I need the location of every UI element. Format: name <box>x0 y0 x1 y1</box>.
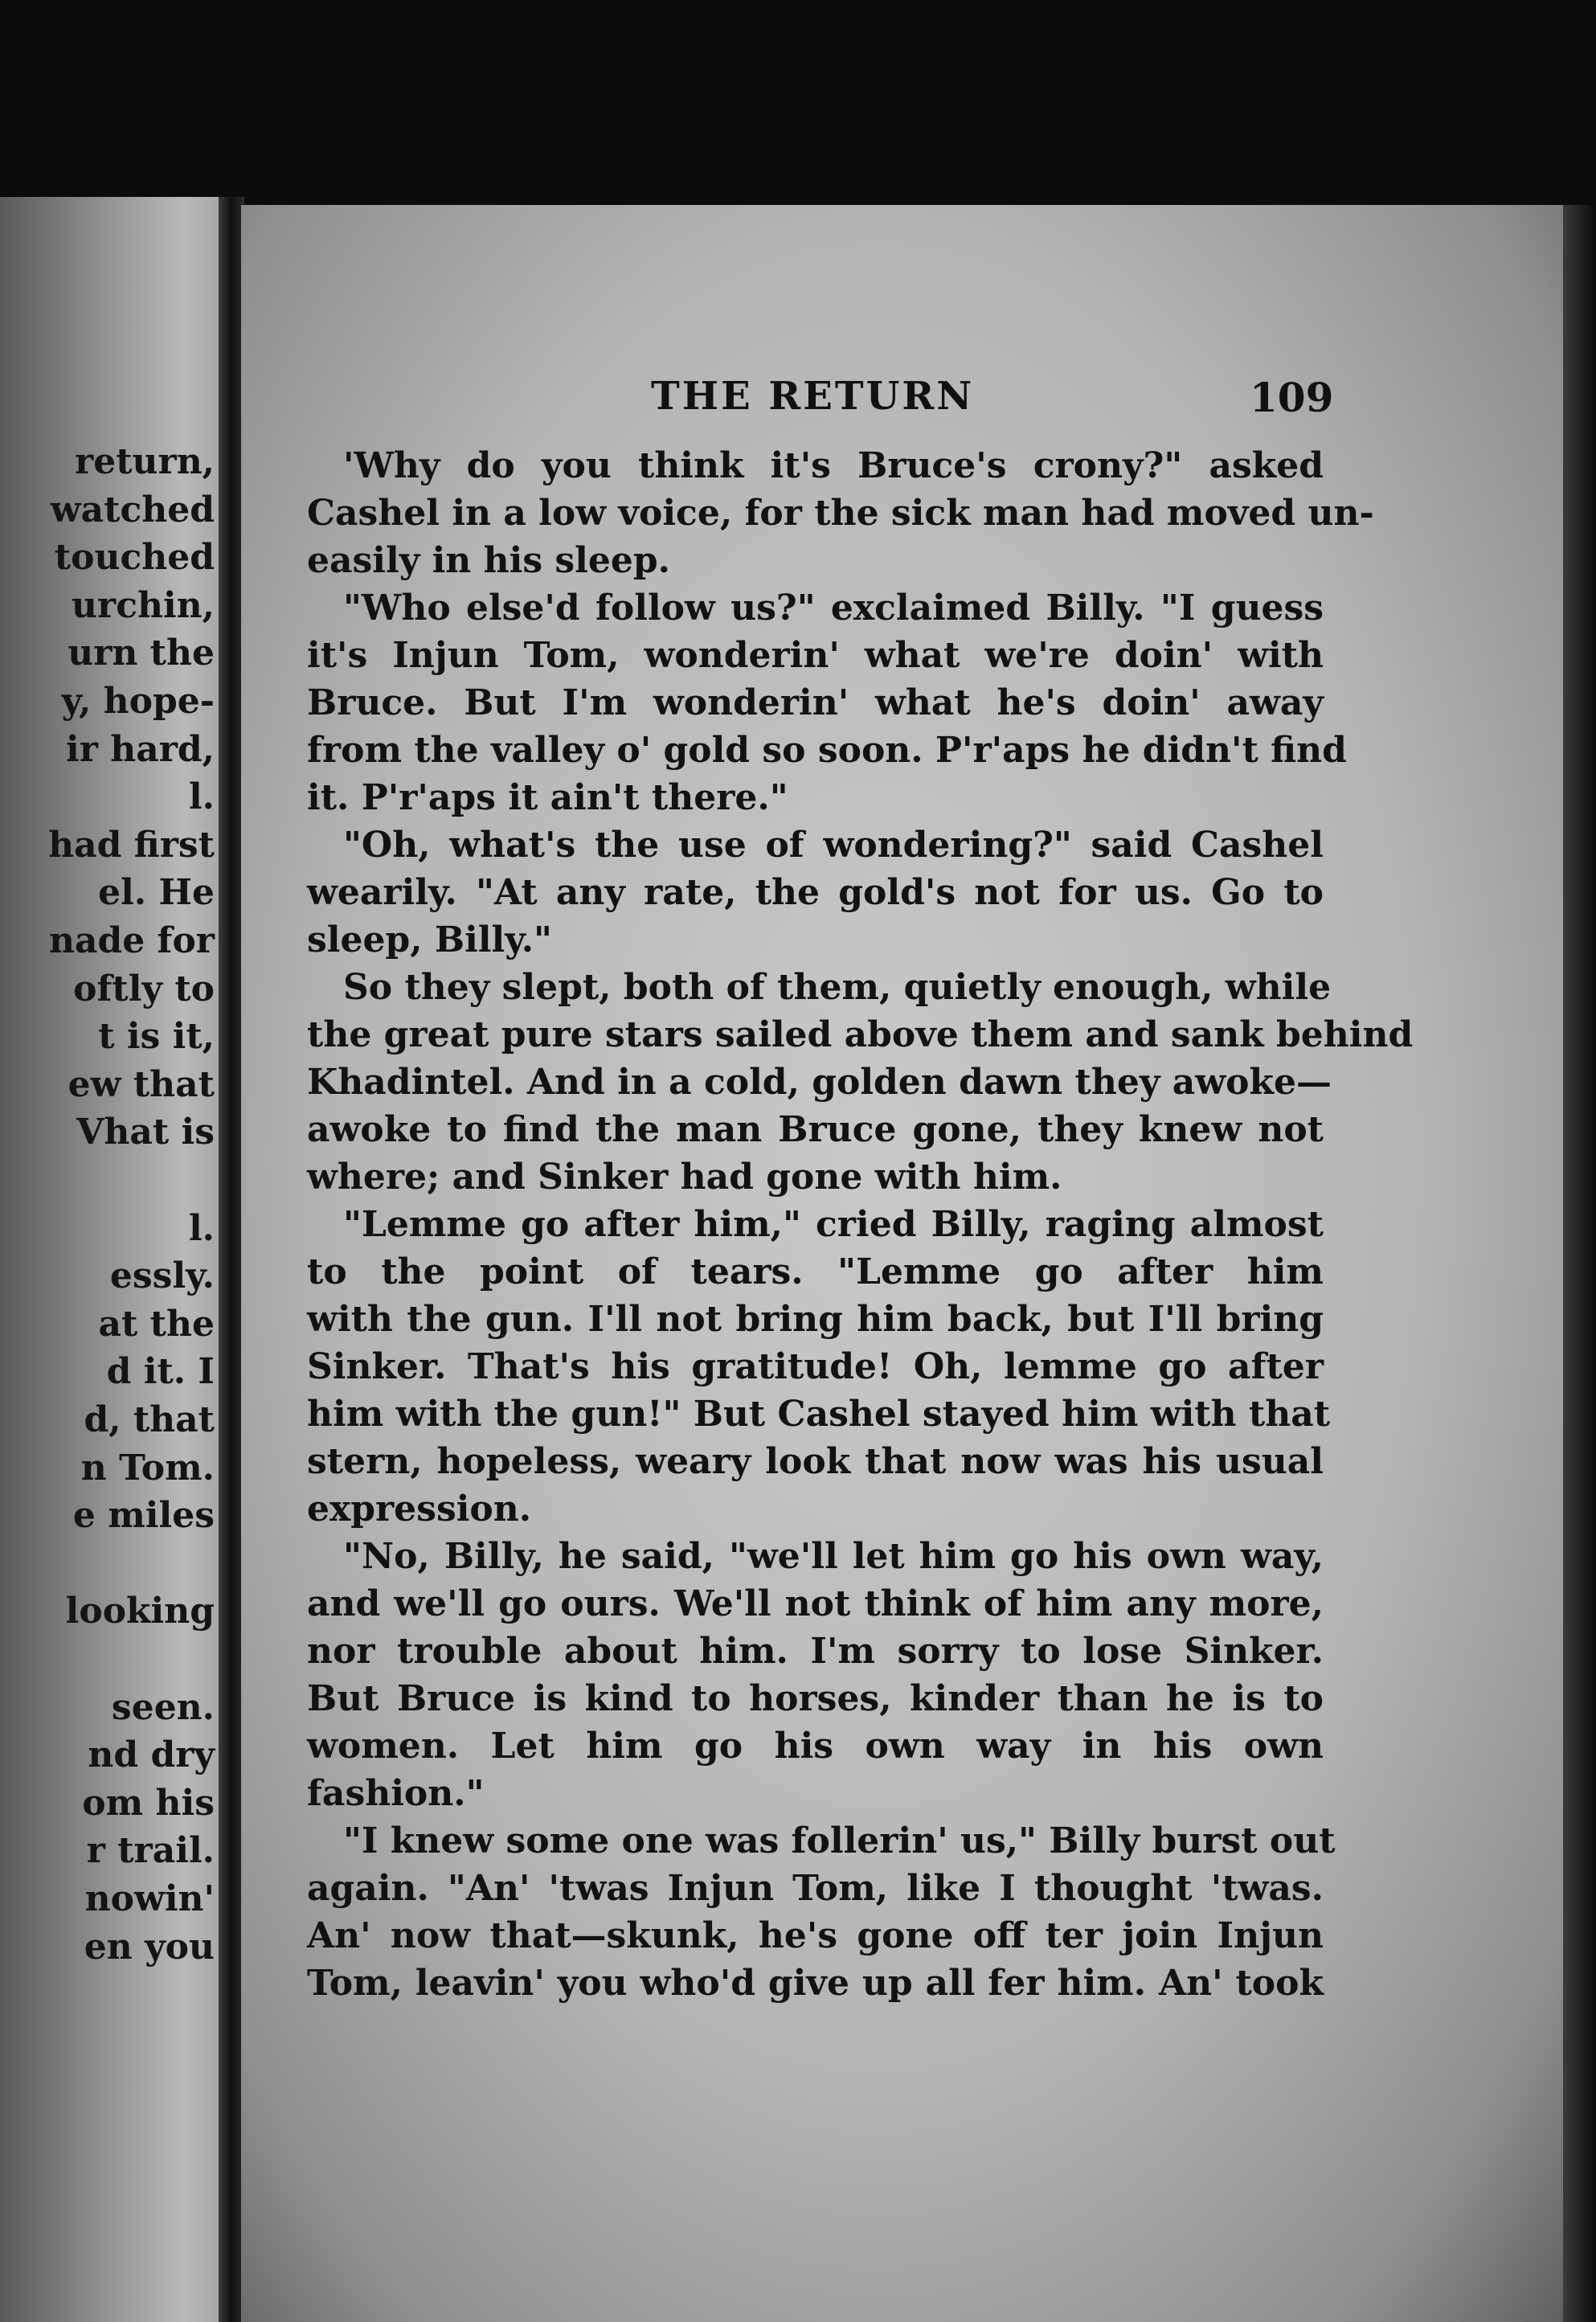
left-page-line: oftly to <box>73 968 215 1009</box>
left-page-line: t is it, <box>98 1016 215 1058</box>
body-line: nor trouble about him. I'm sorry to lose Sinker. <box>307 1631 1324 1672</box>
body-line: "Who else'd follow us?" exclaimed Billy. "I guess <box>343 588 1324 629</box>
left-page-line: el. He <box>98 872 215 914</box>
left-page-line: n Tom. <box>80 1447 215 1489</box>
running-title: THE RETURN <box>651 374 975 419</box>
body-line: it. P'r'aps it ain't there." <box>307 777 788 818</box>
page-header <box>241 374 1567 430</box>
body-line: again. "An' 'twas Injun Tom, like I thought 'twas. <box>307 1868 1324 1909</box>
body-line: "I knew some one was follerin' us," Billy burst out <box>343 1820 1336 1861</box>
body-line: "Lemme go after him," cried Billy, raging almost <box>343 1204 1324 1245</box>
body-line: Khadintel. And in a cold, golden dawn they awoke— <box>307 1062 1332 1103</box>
left-page-line: at the <box>98 1303 215 1345</box>
body-line: An' now that—skunk, he's gone off ter join Injun <box>307 1915 1324 1956</box>
body-line: wearily. "At any rate, the gold's not for us. Go to <box>307 872 1324 913</box>
body-line: Bruce. But I'm wonderin' what he's doin' away <box>307 682 1324 723</box>
body-line: But Bruce is kind to horses, kinder than he is to <box>307 1678 1324 1719</box>
left-page <box>0 197 229 2322</box>
body-line: him with the gun!" But Cashel stayed him with that <box>307 1394 1331 1435</box>
body-line: "Oh, what's the use of wondering?" said Cashel <box>343 825 1324 866</box>
left-page-line: nowin' <box>84 1878 215 1919</box>
left-page-line: had first <box>48 824 215 866</box>
body-line: So they slept, both of them, quietly enough, while <box>343 967 1332 1008</box>
body-text <box>307 442 1414 2007</box>
body-line: stern, hopeless, weary look that now was his usual <box>307 1441 1324 1482</box>
body-line: from the valley o' gold so soon. P'r'aps he didn't find <box>307 730 1347 771</box>
body-line: "No, Billy, he said, "we'll let him go his own way, <box>343 1536 1324 1577</box>
left-page-line: nd dry <box>88 1734 215 1776</box>
left-page-line: l. <box>188 1207 215 1249</box>
left-page-line: Vhat is <box>76 1112 215 1153</box>
body-line: Sinker. That's his gratitude! Oh, lemme go after <box>307 1346 1324 1387</box>
left-page-line: return, <box>75 441 215 482</box>
left-page-line: en you <box>84 1926 215 1968</box>
left-page-line: d it. I <box>106 1351 215 1393</box>
body-line: Tom, leavin' you who'd give up all fer him. An' took <box>307 1963 1324 2004</box>
body-line: Cashel in a low voice, for the sick man had moved un- <box>307 493 1374 534</box>
body-line: sleep, Billy." <box>307 919 552 960</box>
left-page-line: r trail. <box>86 1830 215 1872</box>
page-number: 109 <box>1250 374 1334 421</box>
body-line: and we'll go ours. We'll not think of him any more, <box>307 1583 1324 1624</box>
left-page-line: d, that <box>84 1399 215 1440</box>
body-line: the great pure stars sailed above them and sank behind <box>307 1014 1414 1055</box>
left-page-line: watched <box>50 489 215 530</box>
left-page-line: looking <box>65 1591 215 1632</box>
left-page-line: om his <box>82 1782 215 1824</box>
left-page-line: y, hope- <box>61 681 215 722</box>
body-line: easily in his sleep. <box>307 540 670 581</box>
body-line: 'Why do you think it's Bruce's crony?" asked <box>343 445 1324 486</box>
left-page-line: essly. <box>109 1255 215 1297</box>
left-page-line: nade for <box>48 920 215 961</box>
body-line: expression. <box>307 1489 532 1530</box>
left-page-line: ir hard, <box>66 728 215 770</box>
body-line: with the gun. I'll not bring him back, but I'll bring <box>307 1299 1324 1340</box>
body-line: where; and Sinker had gone with him. <box>307 1157 1062 1198</box>
body-line: fashion." <box>307 1773 485 1814</box>
left-page-line: touched <box>54 537 215 579</box>
page-edge-shadow <box>1563 205 1596 2322</box>
left-page-line: l. <box>188 776 215 818</box>
left-page-line: seen. <box>111 1686 215 1728</box>
left-page-line: urn the <box>68 633 215 674</box>
body-line: women. Let him go his own way in his own <box>307 1726 1324 1767</box>
left-page-line: urchin, <box>72 584 215 626</box>
body-line: it's Injun Tom, wonderin' what we're doin' with <box>307 635 1324 676</box>
left-page-line: ew that <box>68 1063 215 1105</box>
left-page-line: e miles <box>72 1495 215 1537</box>
body-line: to the point of tears. "Lemme go after him <box>307 1251 1324 1292</box>
body-line: awoke to find the man Bruce gone, they knew not <box>307 1109 1324 1150</box>
right-page <box>241 205 1567 2322</box>
